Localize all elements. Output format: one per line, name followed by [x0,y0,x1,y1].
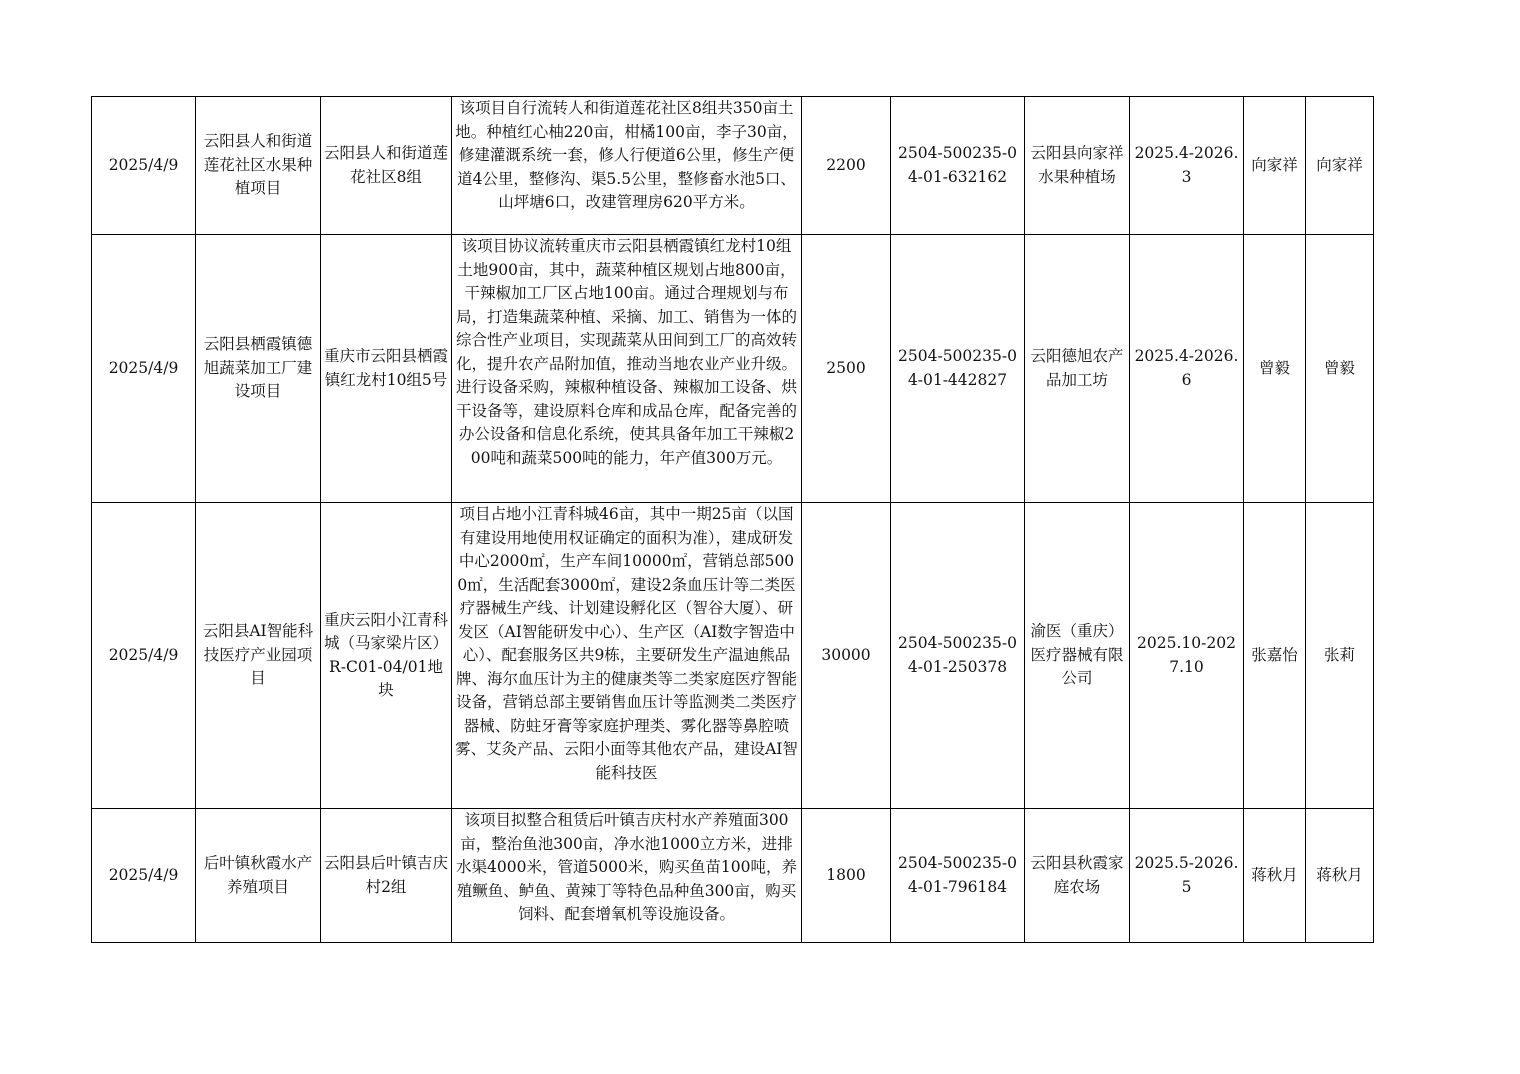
investment-cell: 1800 [802,809,891,943]
contact-cell: 向家祥 [1306,97,1374,235]
project-name-cell: 云阳县AI智能科技医疗产业园项目 [196,503,321,809]
location-cell: 重庆云阳小江青科城（马家梁片区）R-C01-04/01地块 [321,503,452,809]
investment-cell: 2200 [802,97,891,235]
contact-cell: 曾毅 [1244,235,1306,503]
table-row [92,809,1374,943]
date-cell: 2025/4/9 [92,503,196,809]
project-code-cell: 2504-500235-04-01-796184 [891,809,1025,943]
contact-cell: 蒋秋月 [1306,809,1374,943]
period-cell: 2025.4-2026.3 [1130,97,1244,235]
date-cell: 2025/4/9 [92,235,196,503]
period-cell: 2025.5-2026.5 [1130,809,1244,943]
project-code-cell: 2504-500235-04-01-632162 [891,97,1025,235]
investment-cell: 30000 [802,503,891,809]
description-cell: 该项目拟整合租赁后叶镇吉庆村水产养殖面300亩，整治鱼池300亩，净水池1000立方米，进排水渠4000米，管道5000米，购买鱼苗100吨，养殖鳜鱼、鲈鱼、黄辣丁等特色品种鱼300亩，购买饲料、配套增氧机等设施设备。 [452,809,802,943]
company-cell: 云阳县向家祥水果种植场 [1025,97,1130,235]
location-cell: 重庆市云阳县栖霞镇红龙村10组5号 [321,235,452,503]
contact-cell: 张嘉怡 [1244,503,1306,809]
description-cell: 该项目自行流转人和街道莲花社区8组共350亩土地。种植红心柚220亩，柑橘100亩，李子30亩，修建灌溉系统一套，修人行便道6公里，修生产便道4公里，整修沟、渠5.5公里，整修畜水池5口、山坪塘6口，改建管理房620平方米。 [452,97,802,235]
project-name-cell: 云阳县人和街道莲花社区水果种植项目 [196,97,321,235]
table-row [92,235,1374,503]
company-cell: 云阳德旭农产品加工坊 [1025,235,1130,503]
period-cell: 2025.10-2027.10 [1130,503,1244,809]
date-cell: 2025/4/9 [92,809,196,943]
description-cell: 该项目协议流转重庆市云阳县栖霞镇红龙村10组土地900亩，其中，蔬菜种植区规划占地800亩，干辣椒加工厂区占地100亩。通过合理规划与布局，打造集蔬菜种植、采摘、加工、销售为一体的综合性产业项目，实现蔬菜从田间到工厂的高效转化，提升农产品附加值，推动当地农业产业升级。进行设备采购，辣椒种植设备、辣椒加工设备、烘干设备等，建设原料仓库和成品仓库，配备完善的办公设备和信息化系统，使其具备年加工干辣椒200吨和蔬菜500吨的能力，年产值300万元。 [452,235,802,503]
table-row [92,503,1374,809]
description-cell: 项目占地小江青科城46亩，其中一期25亩（以国有建设用地使用权证确定的面积为准），建成研发中心2000㎡，生产车间10000㎡，营销总部5000㎡，生活配套3000㎡，建设2条血压计等二类医疗器械生产线、计划建设孵化区（智谷大厦）、研发区（AI智能研发中心）、生产区（AI数字智造中心）、配套服务区共9栋，主要研发生产温迪熊品牌、海尔血压计为主的健康类等二类家庭医疗智能设备，营销总部主要销售血压计等监测类二类医疗器械、防蛀牙膏等家庭护理类、雾化器等鼻腔喷雾、艾灸产品、云阳小面等其他农产品，建设AI智能科技医 [452,503,802,809]
contact-cell: 向家祥 [1244,97,1306,235]
project-code-cell: 2504-500235-04-01-250378 [891,503,1025,809]
company-cell: 渝医（重庆）医疗器械有限公司 [1025,503,1130,809]
period-cell: 2025.4-2026.6 [1130,235,1244,503]
project-table [91,96,1374,943]
date-cell: 2025/4/9 [92,97,196,235]
project-name-cell: 云阳县栖霞镇德旭蔬菜加工厂建设项目 [196,235,321,503]
contact-cell: 张莉 [1306,503,1374,809]
contact-cell: 曾毅 [1306,235,1374,503]
table-row [92,97,1374,235]
investment-cell: 2500 [802,235,891,503]
location-cell: 云阳县后叶镇吉庆村2组 [321,809,452,943]
project-code-cell: 2504-500235-04-01-442827 [891,235,1025,503]
project-name-cell: 后叶镇秋霞水产养殖项目 [196,809,321,943]
location-cell: 云阳县人和街道莲花社区8组 [321,97,452,235]
contact-cell: 蒋秋月 [1244,809,1306,943]
company-cell: 云阳县秋霞家庭农场 [1025,809,1130,943]
